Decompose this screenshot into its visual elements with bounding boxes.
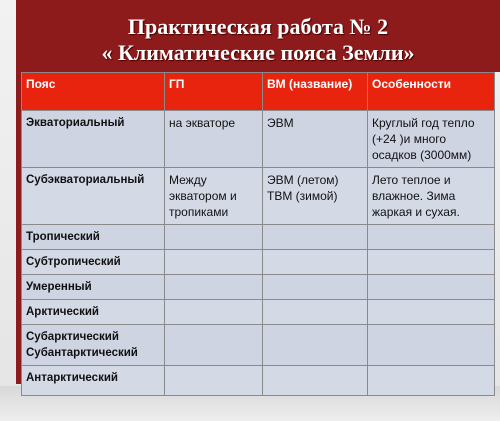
vm-cell — [263, 225, 368, 250]
zone-cell: Субарктический Субантарктический — [22, 325, 165, 366]
gp-cell — [165, 275, 263, 300]
gp-cell: на экваторе — [165, 111, 263, 168]
zone-cell: Субэкваториальный — [22, 168, 165, 225]
table-row — [22, 225, 495, 250]
slide-title-line-1: Практическая работа № 2 — [127, 14, 389, 39]
table-header-row — [22, 73, 495, 111]
features-cell — [368, 250, 495, 275]
zone-cell: Субтропический — [22, 250, 165, 275]
slide-title-line-2: « Климатические пояса Земли» — [101, 40, 415, 65]
climate-zones-table — [21, 72, 495, 396]
zone-cell: Экваториальный — [22, 111, 165, 168]
gp-cell — [165, 225, 263, 250]
features-cell: Лето теплое и влажное. Зима жаркая и сухая. — [368, 168, 495, 225]
features-cell — [368, 275, 495, 300]
table-row — [22, 111, 495, 168]
vm-cell — [263, 300, 368, 325]
features-cell: Круглый год тепло (+24 )и много осадков (3000мм) — [368, 111, 495, 168]
features-cell — [368, 300, 495, 325]
zone-cell: Антарктический — [22, 366, 165, 396]
header-zone: Пояс — [22, 73, 165, 111]
table-row — [22, 366, 495, 396]
vm-cell: ЭВМ — [263, 111, 368, 168]
zone-cell: Умеренный — [22, 275, 165, 300]
vm-cell: ЭВМ (летом) ТВМ (зимой) — [263, 168, 368, 225]
vm-cell — [263, 275, 368, 300]
vm-cell — [263, 250, 368, 275]
gp-cell — [165, 325, 263, 366]
table-row — [22, 300, 495, 325]
table-row — [22, 168, 495, 225]
header-gp: ГП — [165, 73, 263, 111]
table-row — [22, 250, 495, 275]
header-features: Особенности — [368, 73, 495, 111]
zone-cell: Арктический — [22, 300, 165, 325]
zone-cell: Тропический — [22, 225, 165, 250]
gp-cell: Между экватором и тропиками — [165, 168, 263, 225]
slide-title — [16, 14, 500, 66]
table-row — [22, 325, 495, 366]
features-cell — [368, 325, 495, 366]
table-row — [22, 275, 495, 300]
header-vm: ВМ (название) — [263, 73, 368, 111]
gp-cell — [165, 366, 263, 396]
gp-cell — [165, 250, 263, 275]
features-cell — [368, 225, 495, 250]
gp-cell — [165, 300, 263, 325]
vm-cell — [263, 325, 368, 366]
vm-cell — [263, 366, 368, 396]
features-cell — [368, 366, 495, 396]
